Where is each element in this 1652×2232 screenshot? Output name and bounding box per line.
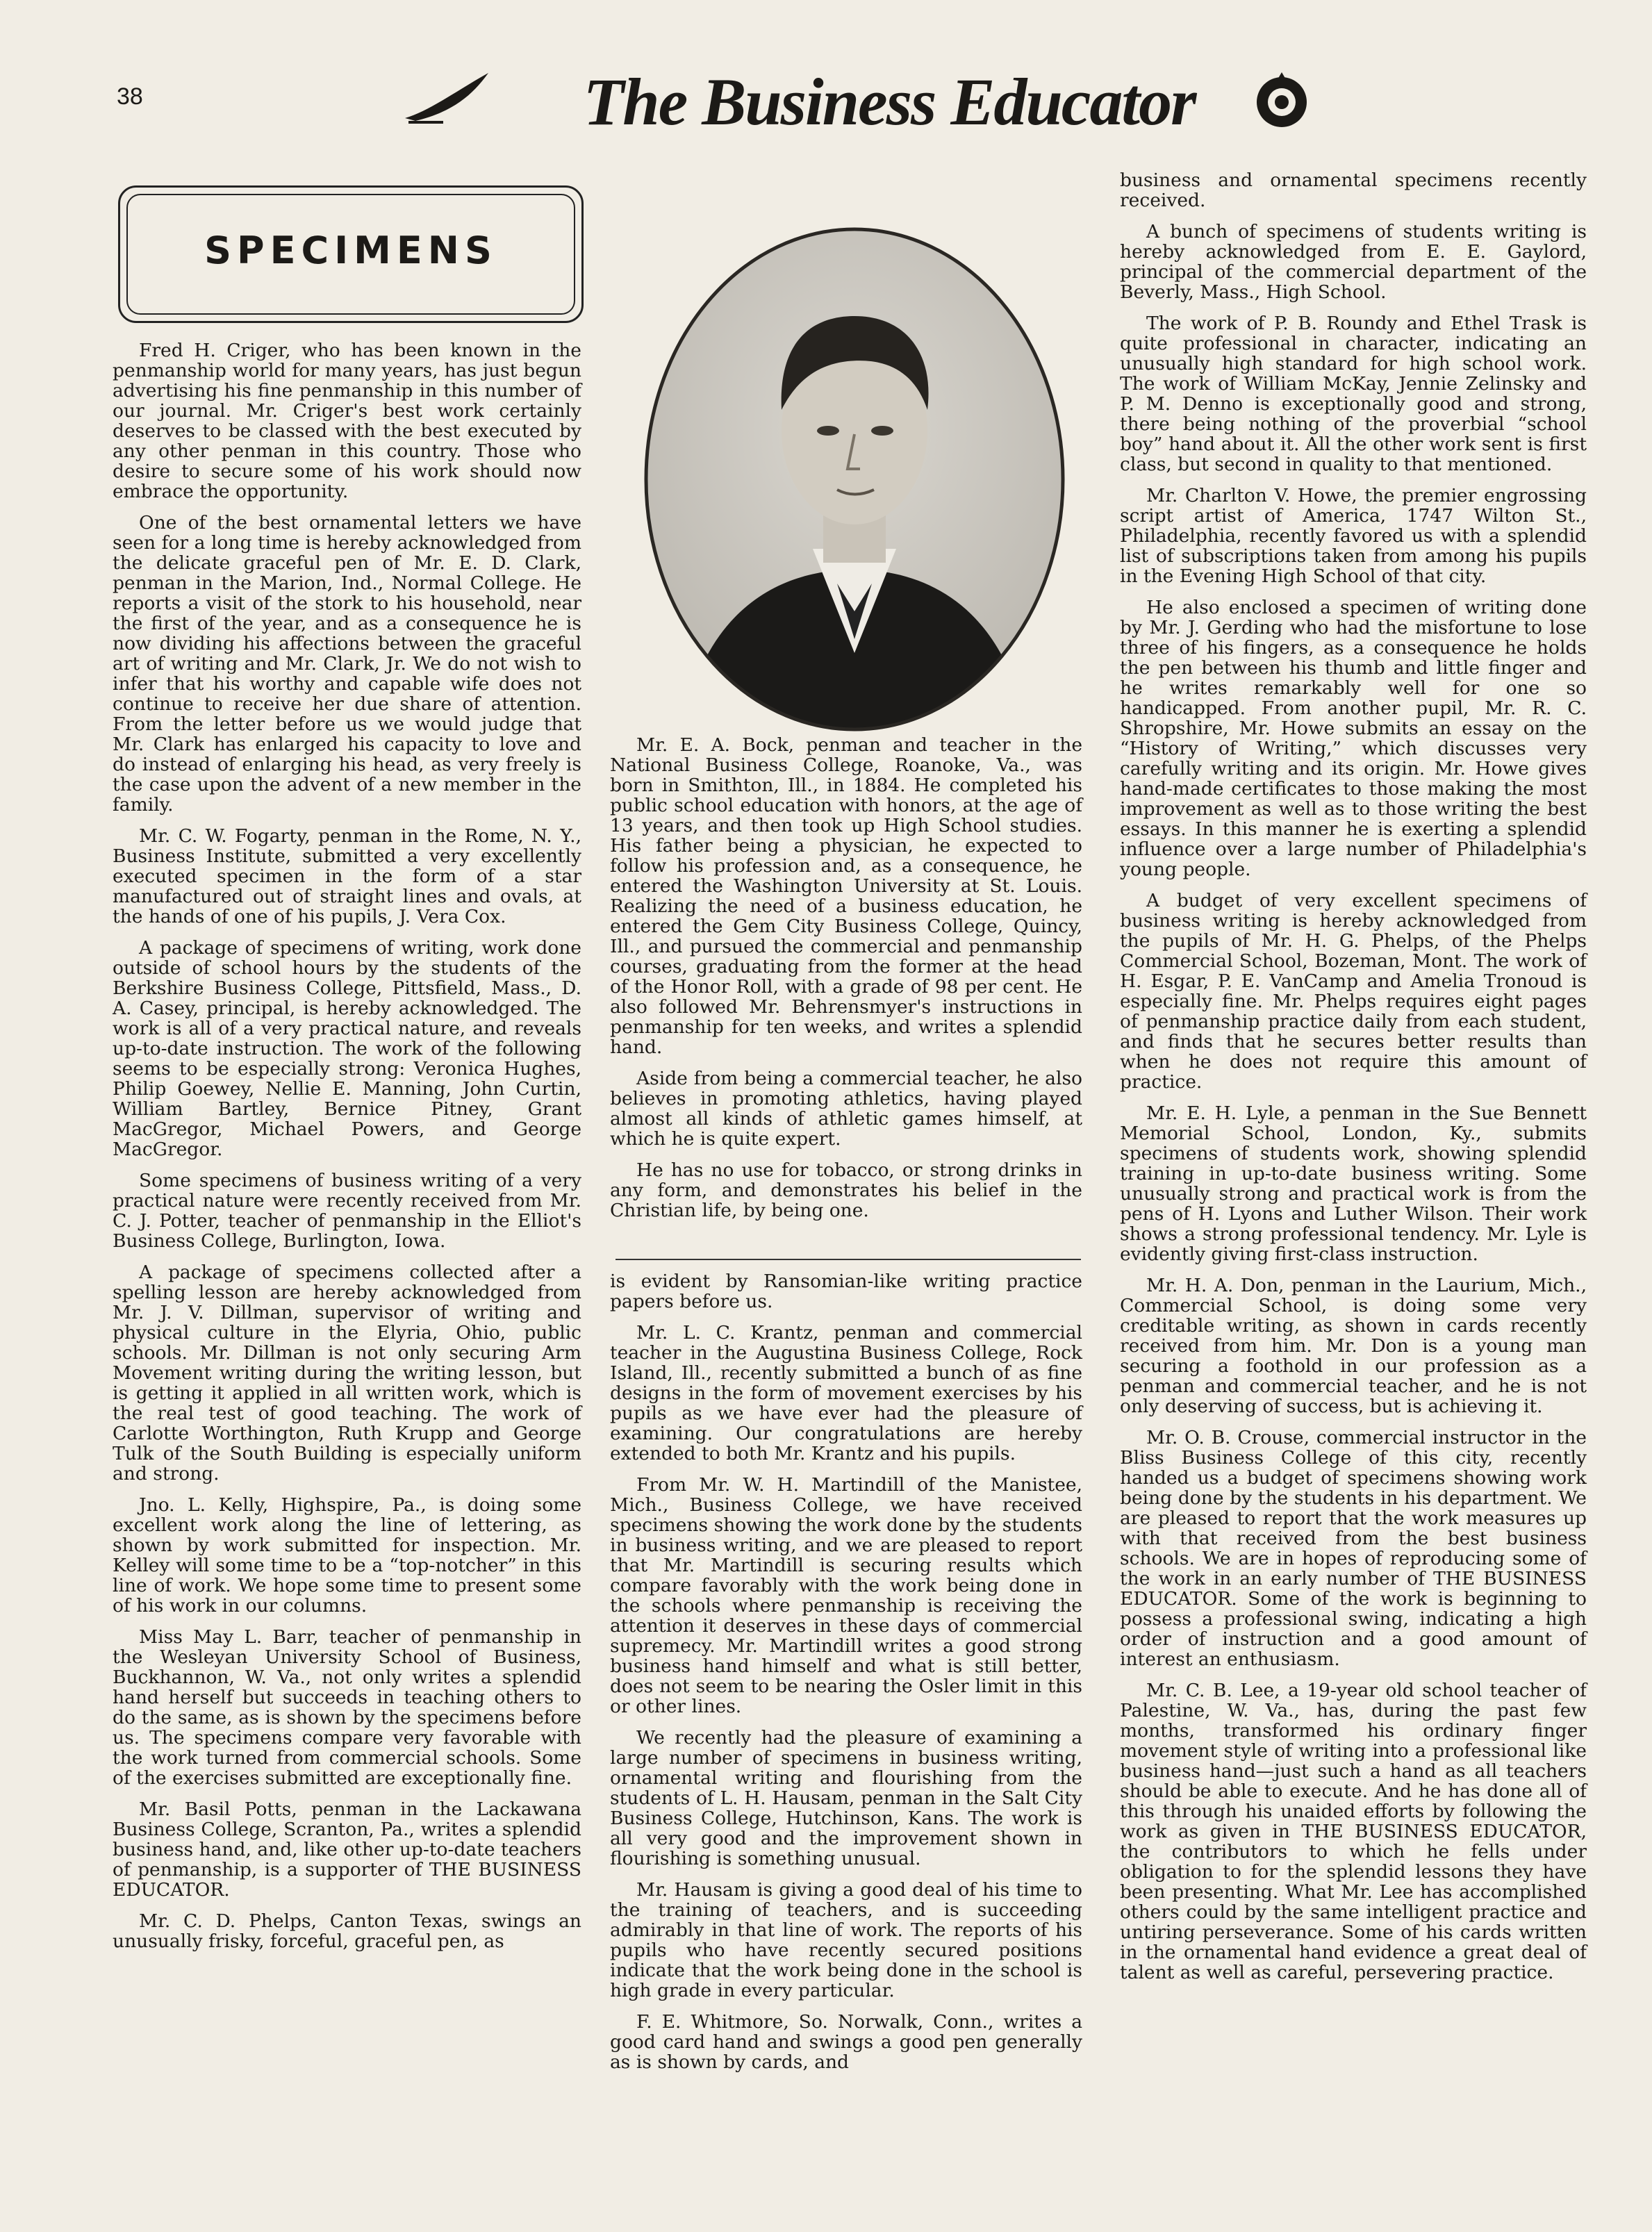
article-paragraph: Some specimens of business writing of a very practical nature were recently received from Mr. C. J. Potter, teacher of penmanship in the Elliot's Business College, Burlington, Iowa.	[113, 1170, 581, 1252]
portrait-photo	[639, 222, 1070, 736]
article-paragraph: Fred H. Criger, who has been known in the penmanship world for many years, has just begun advertising his fine penmanship in this number of our journal. Mr. Criger's best work certainly deserves to be classed with the best executed by any other penman in this country. Those who desire to secure some of his work should now embrace the opportunity.	[113, 340, 581, 502]
column-middle	[610, 1271, 1082, 2083]
article-paragraph: Mr. Hausam is giving a good deal of his time to the training of teachers, and is succeeding admirably in that line of work. The reports of his pupils who have recently secured positions indicate that the work being done in the school is high grade in every particular.	[610, 1879, 1082, 2001]
column-left	[113, 340, 581, 1962]
article-paragraph: business and ornamental specimens recently received.	[1120, 170, 1587, 211]
article-paragraph: F. E. Whitmore, So. Norwalk, Conn., writes a good card hand and swings a good pen generally as is shown by cards, and	[610, 2011, 1082, 2073]
article-paragraph: Mr. O. B. Crouse, commercial instructor in the Bliss Business College of this city, recently handed us a budget of specimens showing work being done by the students in his department. We are pleased to report that the work measures up with that received from the best business schools. We are in hopes of reproducing some of the work in an early number of THE BUSINESS EDUCATOR. Some of the work is beginning to possess a professional swing, indicating a high order of instruction and a good amount of interest an enthusiasm.	[1120, 1427, 1587, 1670]
bio-paragraph: Mr. E. A. Bock, penman and teacher in the National Business College, Roanoke, Va., was born in Smithton, Ill., in 1884. He completed his public school education with honors, at the age of 13 years, and then took up High School studies. His father being a physician, he expected to follow his profession and, as a consequence, he entered the Washington University at St. Louis. Realizing the need of a business education, he entered the Gem City Business College, Quincy, Ill., and pursued the commercial and penmanship courses, graduating from the former at the head of the Honor Roll, with a grade of 98 per cent. He also followed Mr. Behrensmyer's instructions in penmanship for ten weeks, and writes a splendid hand.	[610, 734, 1082, 1058]
masthead-title: The Business Educator	[583, 65, 1196, 139]
section-title: SPECIMENS	[204, 229, 497, 272]
article-paragraph: Mr. H. A. Don, penman in the Laurium, Mich., Commercial School, is doing some very creditable writing, as shown in cards recently received from him. Mr. Don is a young man securing a foothold in our profession as a penman and commercial teacher, and he is not only deserving of success, but is achieving it.	[1120, 1275, 1587, 1417]
article-paragraph: Mr. C. D. Phelps, Canton Texas, swings an unusually frisky, forceful, graceful pen, as	[113, 1910, 581, 1952]
article-paragraph: From Mr. W. H. Martindill of the Manistee, Mich., Business College, we have received specimens showing the work done by the students in business writing, and we are pleased to report that Mr. Martindill is securing results which compare favorably with the work being done in the schools where penmanship is receiving the attention it deserves in these days of commercial supremecy. Mr. Martindill writes a good strong business hand himself and what is still better, does not seem to be nearing the Osler limit in this or other lines.	[610, 1474, 1082, 1717]
article-paragraph: The work of P. B. Roundy and Ethel Trask is quite professional in character, indicating an unusually high standard for high school work. The work of William McKay, Jennie Zelinsky and P. M. Denno is exceptionally good and strong, there being nothing of the proverbial “school boy” hand about it. All the other work sent is first class, but second in quality to that mentioned.	[1120, 313, 1587, 475]
column-middle-bio	[610, 735, 1082, 1232]
quill-icon	[402, 69, 492, 125]
article-paragraph: Mr. E. H. Lyle, a penman in the Sue Bennett Memorial School, London, Ky., submits specimens of students work, showing splendid training in up-to-date business writing. Some unusually strong and practical work is from the pens of H. Lyons and Luther Wilson. Their work shows a strong professional tendency. Mr. Lyle is evidently giving first-class instruction.	[1120, 1102, 1587, 1265]
article-paragraph: He also enclosed a specimen of writing done by Mr. J. Gerding who had the misfortune to lose three of his fingers, as a consequence he holds the pen between his thumb and little finger and he writes remarkably well for one so handicapped. From another pupil, Mr. R. C. Shropshire, Mr. Howe submits an essay on the “History of Writing,” which discusses very carefully writing and its origin. Mr. Howe gives hand-made certificates to those making the most improvement as well as to those writing the best essays. In this manner he is exerting a splendid influence over a large number of Philadelphia's young people.	[1120, 597, 1587, 880]
article-paragraph: A package of specimens collected after a spelling lesson are hereby acknowledged from Mr. J. V. Dillman, supervisor of writing and physical culture in the Elyria, Ohio, public schools. Mr. Dillman is not only securing Arm Movement writing during the writing lesson, but is getting it applied in all written work, which is the real test of good teaching. The work of Carlotte Worthington, Ruth Krupp and George Tulk of the South Building is especially uniform and strong.	[113, 1262, 581, 1485]
page-number: 38	[117, 83, 143, 110]
emblem-icon	[1250, 71, 1313, 133]
column-divider	[616, 1259, 1081, 1260]
bio-paragraph: Aside from being a commercial teacher, he also believes in promoting athletics, having played almost all kinds of athletic games himself, at which he is quite expert.	[610, 1068, 1082, 1150]
article-paragraph: Miss May L. Barr, teacher of penmanship in the Wesleyan University School of Business, Buckhannon, W. Va., not only writes a splendid hand herself but succeeds in teaching others to do the same, as is shown by the specimens before us. The specimens compare very favorable with the work turned from commercial schools. Some of the exercises submitted are exceptionally fine.	[113, 1626, 581, 1789]
article-paragraph: is evident by Ransomian-like writing practice papers before us.	[610, 1271, 1082, 1312]
article-paragraph: One of the best ornamental letters we have seen for a long time is hereby acknowledged from the delicate graceful pen of Mr. E. D. Clark, penman in the Marion, Ind., Normal College. He reports a visit of the stork to his household, near the first of the year, and as a consequence he is now dividing his affections between the graceful art of writing and Mr. Clark, Jr. We do not wish to infer that his worthy and capable wife does not continue to receive her due share of attention. From the letter before us we would judge that Mr. Clark has enlarged his capacity to love and do instead of enlarging his head, as very freely is the case upon the advent of a new member in the family.	[113, 512, 581, 816]
article-paragraph: We recently had the pleasure of examining a large number of specimens in business writing, ornamental writing and flourishing from the students of L. H. Hausam, penman in the Salt City Business College, Hutchinson, Kans. The work is all very good and the improvement shown in flourishing is something unusual.	[610, 1727, 1082, 1869]
article-paragraph: A budget of very excellent specimens of business writing is hereby acknowledged from the pupils of Mr. H. G. Phelps, of the Phelps Commercial School, Bozeman, Mont. The work of H. Esgar, P. E. VanCamp and Amelia Tronoud is especially fine. Mr. Phelps requires eight pages of penmanship practice daily from each student, and finds that he secures better results than when he does not require this amount of practice.	[1120, 890, 1587, 1093]
article-paragraph: A bunch of specimens of students writing is hereby acknowledged from E. E. Gaylord, principal of the commercial department of the Beverly, Mass., High School.	[1120, 221, 1587, 303]
section-title-box	[118, 185, 584, 323]
article-paragraph: Mr. Charlton V. Howe, the premier engrossing script artist of America, 1747 Wilton St., Philadelphia, recently favored us with a splendid list of subscriptions taken from among his pupils in the Evening High School of that city.	[1120, 485, 1587, 587]
article-paragraph: Mr. Basil Potts, penman in the Lackawana Business College, Scranton, Pa., writes a splendid business hand, and, like other up-to-date teachers of penmanship, is a supporter of THE BUSINESS EDUCATOR.	[113, 1799, 581, 1901]
article-paragraph: Jno. L. Kelly, Highspire, Pa., is doing some excellent work along the line of lettering, as shown by work submitted for inspection. Mr. Kelley will some time to be a “top-notcher” in this line of work. We hope some time to present some of his work in our columns.	[113, 1494, 581, 1617]
article-paragraph: Mr. C. W. Fogarty, penman in the Rome, N. Y., Business Institute, submitted a very excellently executed specimen in the form of a star manufactured out of straight lines and ovals, at the hands of one of his pupils, J. Vera Cox.	[113, 825, 581, 927]
article-paragraph: A package of specimens of writing, work done outside of school hours by the students of the Berkshire Business College, Pittsfield, Mass., D. A. Casey, principal, is hereby acknowledged. The work is all of a very practical nature, and reveals up-to-date instruction. The work of the following seems to be especially strong: Veronica Hughes, Philip Goewey, Nellie E. Manning, John Curtin, William Bartley, Bernice Pitney, Grant MacGregor, Michael Powers, and George MacGregor.	[113, 937, 581, 1160]
article-paragraph: Mr. C. B. Lee, a 19-year old school teacher of Palestine, W. Va., has, during the past few months, transformed his ordinary finger movement style of writing into a professional like business hand—just such a hand as all teachers should be able to execute. And he has done all of this through his unaided efforts by following the work as given in THE BUSINESS EDUCATOR, the contributors to which he fells under obligation to for the splendid lessons they have been presenting. What Mr. Lee has accomplished others could by the same intelligent practice and untiring perseverance. Some of his cards written in the ornamental hand evidence a great deal of talent as well as careful, persevering practice.	[1120, 1680, 1587, 1983]
column-right	[1120, 170, 1587, 1994]
bio-paragraph: He has no use for tobacco, or strong drinks in any form, and demonstrates his belief in the Christian life, by being one.	[610, 1159, 1082, 1221]
article-paragraph: Mr. L. C. Krantz, penman and commercial teacher in the Augustina Business College, Rock Island, Ill., recently submitted a bunch of as fine designs in the form of movement exercises by his pupils as we have ever had the pleasure of examining. Our congratulations are hereby extended to both Mr. Krantz and his pupils.	[610, 1322, 1082, 1464]
